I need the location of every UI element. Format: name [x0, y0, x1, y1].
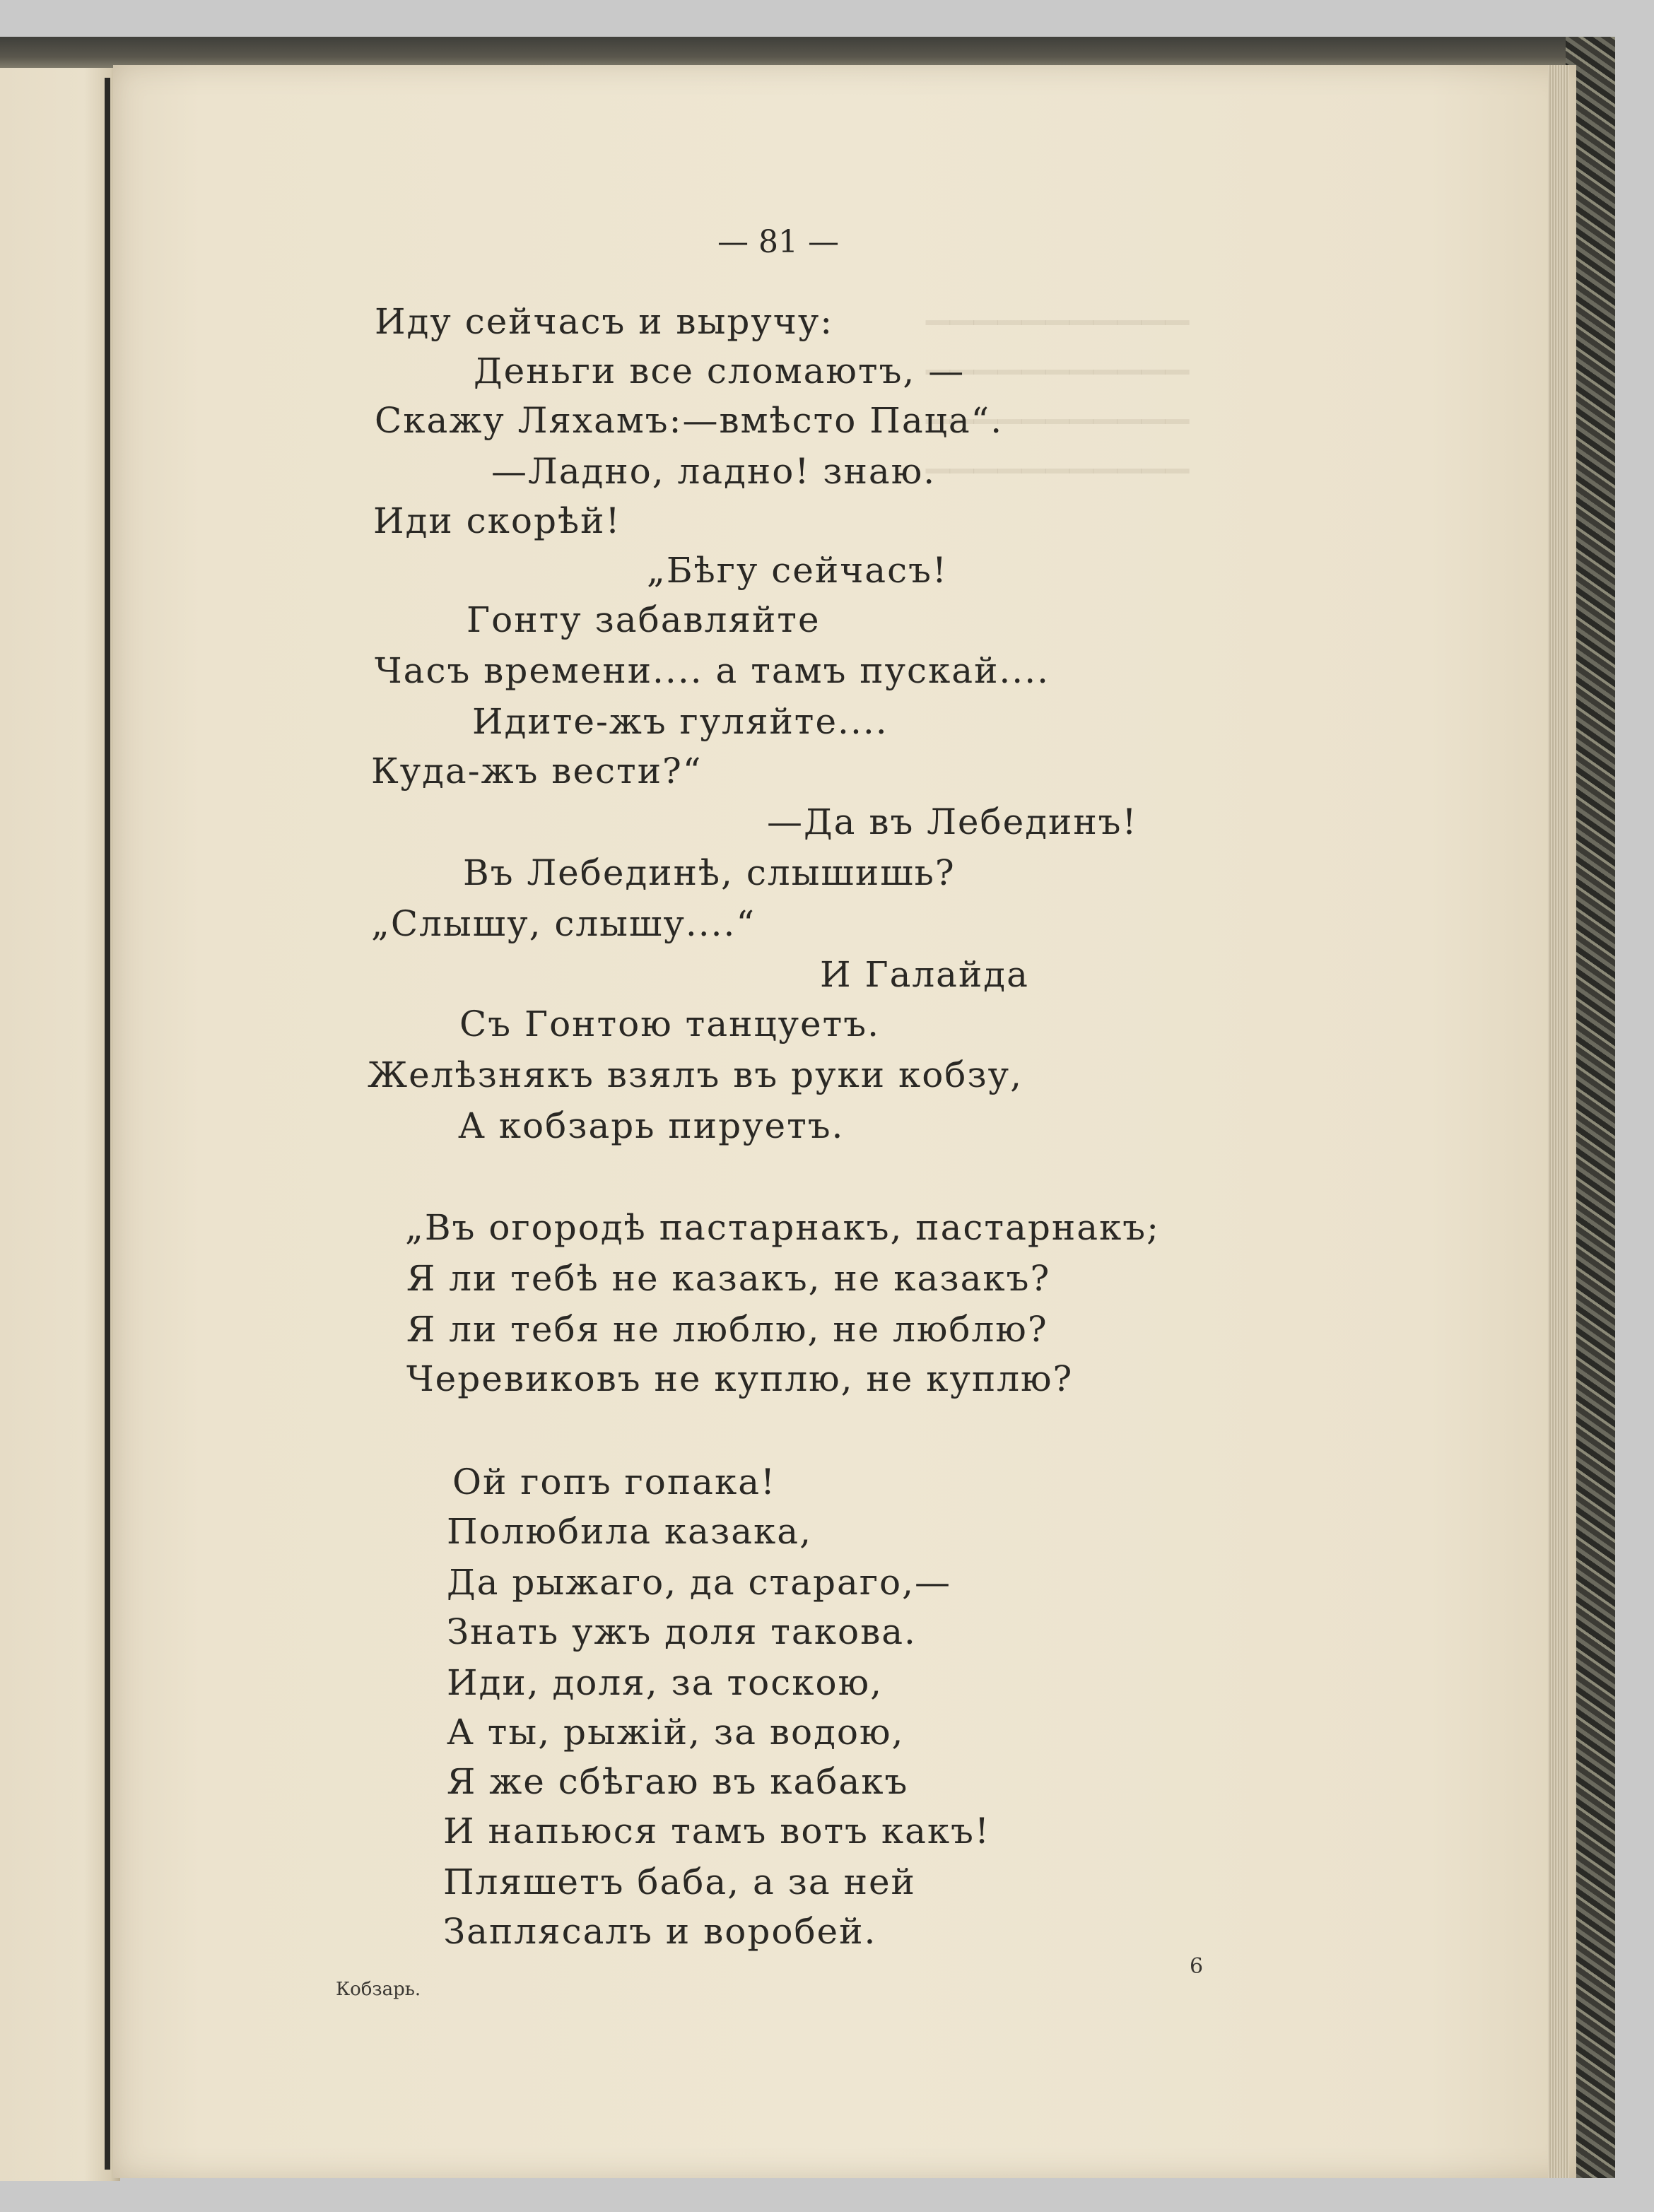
poem-line: Иду сейчасъ и выручу:	[375, 301, 834, 342]
poem-line: Я ли тебя не люблю, не люблю?	[406, 1309, 1048, 1350]
poem-line: Желѣзнякъ взялъ въ руки кобзу,	[368, 1054, 1023, 1095]
show-through-texture: ▁▁▁▁▁▁▁▁▁▁▁ ▁▁▁▁▁▁▁▁▁▁▁ ▁▁▁▁▁▁▁▁▁▁▁ ▁▁▁▁▁▁▁▁▁▁▁	[926, 289, 1190, 473]
page-stack-edge	[1548, 65, 1569, 2178]
poem-line: Ой гопъ гопака!	[452, 1461, 777, 1502]
poem-line: И Галайда	[820, 954, 1029, 995]
poem-line: Знать ужъ доля такова.	[447, 1611, 917, 1652]
poem-line: Идите-жъ гуляйте....	[472, 701, 888, 742]
poem-line: —Ладно, ладно! знаю.	[491, 451, 937, 492]
page-number: — 81 —	[717, 224, 839, 260]
poem-line: —Да въ Лебединъ!	[767, 801, 1138, 842]
poem-line: Деньги все сломаютъ, —	[474, 351, 966, 392]
poem-line: Иди, доля, за тоскою,	[447, 1662, 883, 1703]
poem-line: А ты, рыжій, за водою,	[447, 1712, 905, 1753]
poem-line: Иди скорѣй!	[373, 500, 621, 541]
poem-line: Въ Лебединѣ, слышишь?	[463, 852, 956, 893]
poem-line: Я ли тебѣ не казакъ, не казакъ?	[406, 1258, 1051, 1299]
book-gutter	[105, 78, 110, 2170]
poem-line: Куда-жъ вести?“	[371, 751, 703, 792]
poem-line: И напьюся тамъ вотъ какъ!	[443, 1811, 991, 1852]
poem-line: Гонту забавляйте	[467, 599, 821, 640]
poem-line: Пляшетъ баба, а за ней	[443, 1861, 916, 1902]
poem-line: Съ Гонтою танцуетъ.	[459, 1004, 881, 1045]
poem-line: „Слышу, слышу....“	[371, 903, 756, 944]
poem-line: Полюбила казака,	[447, 1511, 812, 1552]
signature-mark: Кобзарь.	[336, 1979, 421, 2000]
poem-line: Заплясалъ и воробей.	[443, 1911, 877, 1952]
poem-line: „Бѣгу сейчасъ!	[647, 550, 948, 591]
poem-line: Я же сбѣгаю въ кабакъ	[447, 1761, 909, 1802]
poem-line: Да рыжаго, да стараго,—	[447, 1562, 952, 1603]
poem-line: „Въ огородѣ пастарнакъ, пастарнакъ;	[405, 1207, 1160, 1248]
left-page-sliver	[0, 68, 120, 2181]
poem-line: Часъ времени.... а тамъ пускай....	[375, 650, 1050, 691]
sheet-number: 6	[1190, 1954, 1204, 1979]
poem-line: Черевиковъ не куплю, не куплю?	[406, 1358, 1074, 1399]
poem-line: А кобзарь пируетъ.	[458, 1105, 845, 1146]
poem-line: Скажу Ляхамъ:—вмѣсто Паца“.	[375, 400, 1004, 441]
